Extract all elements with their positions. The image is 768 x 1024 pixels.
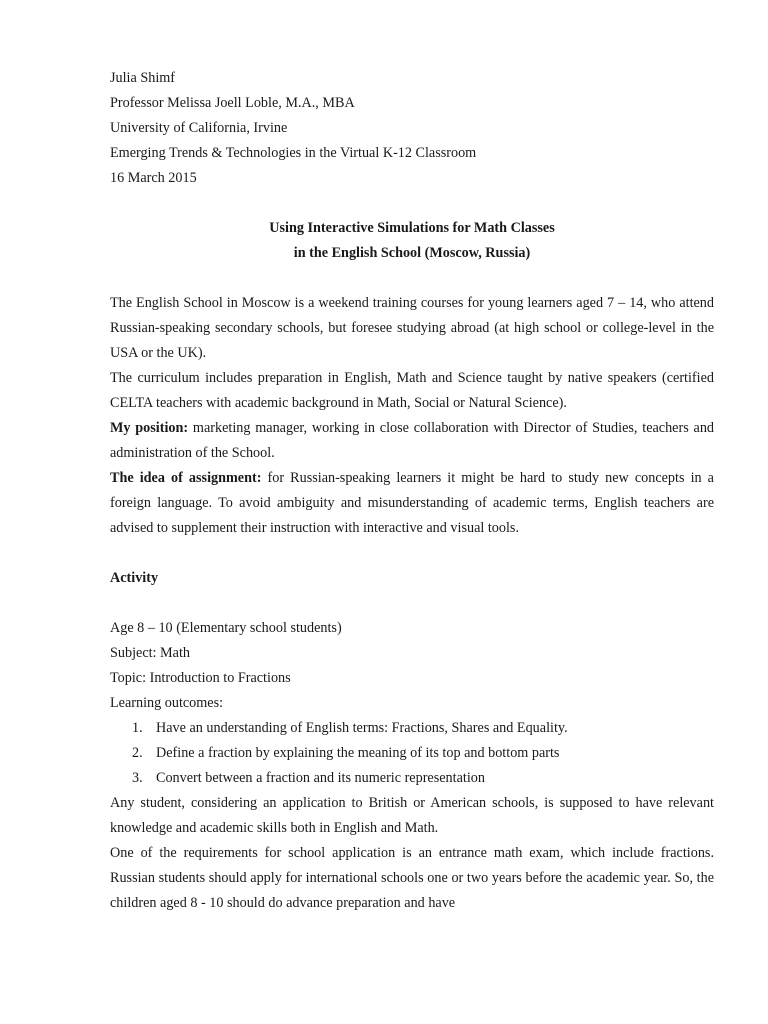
author-name: Julia Shimf [110, 70, 176, 86]
spacer [110, 541, 714, 566]
spacer [110, 191, 714, 216]
course-name: Emerging Trends & Technologies in the Virtual K-12 Classroom [110, 145, 477, 161]
list-item-text: Define a fraction by explaining the meaning of its top and bottom parts [156, 745, 560, 761]
activity-heading: Activity [110, 570, 159, 586]
activity-paragraph-exam: One of the requirements for school application is an entrance math exam, which include fractions. Russian students should apply for international schools one or two years before the academic year. So, the children aged 8 - 10 should do advance preparation and have [110, 845, 714, 911]
list-item-number: 1. [132, 720, 143, 736]
document-date: 16 March 2015 [110, 170, 197, 186]
list-item [132, 716, 714, 741]
professor-name: Professor Melissa Joell Loble, M.A., MBA [110, 95, 355, 111]
document-page [110, 66, 714, 916]
idea-label: The idea of assignment: [110, 470, 262, 486]
position-text: marketing manager, working in close collaboration with Director of Studies, teachers and administration of the School. [110, 420, 715, 461]
university-name: University of California, Irvine [110, 120, 288, 136]
list-item-text: Convert between a fraction and its numeric representation [156, 770, 485, 786]
position-paragraph [110, 416, 714, 466]
list-item-text: Have an understanding of English terms: Fractions, Shares and Equality. [156, 720, 568, 736]
document-title-line-2: in the English School (Moscow, Russia) [293, 245, 531, 261]
activity-age: Age 8 – 10 (Elementary school students) [110, 620, 342, 636]
list-item-number: 3. [132, 770, 143, 786]
learning-outcomes-label: Learning outcomes: [110, 695, 224, 711]
activity-paragraph-requirements: Any student, considering an application to British or American schools, is supposed to have relevant knowledge and academic skills both in English and Math. [110, 795, 714, 836]
intro-paragraph-curriculum: The curriculum includes preparation in English, Math and Science taught by native speakers (certified CELTA teachers with academic background in Math, Social or Natural Science). [110, 370, 714, 411]
list-item-number: 2. [132, 745, 143, 761]
idea-paragraph [110, 466, 714, 541]
learning-outcomes-list [110, 716, 714, 791]
spacer [110, 591, 714, 616]
document-title-line-1: Using Interactive Simulations for Math Classes [269, 220, 555, 236]
spacer [110, 266, 714, 291]
intro-paragraph-school: The English School in Moscow is a weekend training courses for young learners aged 7 – 14, who attend Russian-speaking secondary schools, but foresee studying abroad (at high school or college-level in the USA or the UK). [110, 295, 714, 361]
list-item [132, 741, 714, 766]
idea-text: for Russian-speaking learners it might be hard to study new concepts in a foreign language. To avoid ambiguity and misunderstanding of academic terms, English teachers are advised to supplement their instruction with interactive and visual tools. [110, 470, 714, 536]
activity-topic: Topic: Introduction to Fractions [110, 670, 291, 686]
list-item [132, 766, 714, 791]
position-label: My position: [110, 420, 189, 436]
activity-subject: Subject: Math [110, 645, 190, 661]
